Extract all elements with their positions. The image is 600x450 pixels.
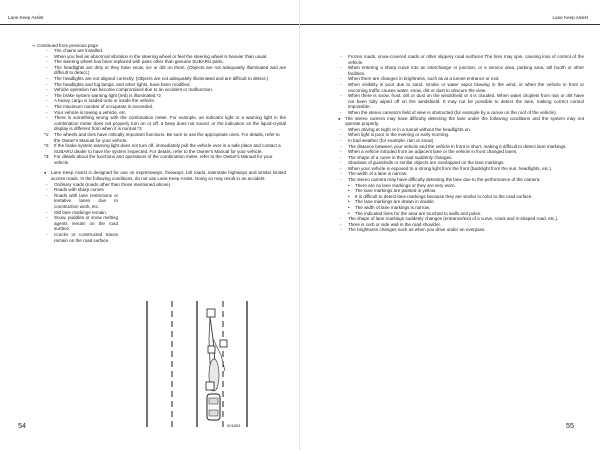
list-item: - When entering a sharp curve into an interchange or junction, or a service area, parking area, toll booth or other facilities. bbox=[338, 65, 584, 76]
list-item: - The headlights are dirty or they have snow, ice or dirt on them. (Objects are not adequately illuminated and are difficult to detect.) bbox=[44, 65, 286, 76]
page-gutter bbox=[299, 0, 300, 450]
list-item: - The steering wheel has been replaced with parts other than genuine SUBARU parts. bbox=[44, 59, 286, 65]
footnote: *2: If the brake system warning light does not turn off, immediately pull the vehicle over in a safe place and contact a SUBARU dealer to have the system inspected. For details, refer to the Owner's Manual for your vehicle. bbox=[44, 143, 281, 154]
list-item: - The brake system warning light (red) is illuminated.*2 bbox=[44, 93, 286, 99]
continued-marker: ⇨ Continued from previous page bbox=[32, 43, 98, 48]
list-item: - There is something wrong with the combination meter. For example, an indicator light or a warning light in the combination meter does not properly turn on or off, a beep does not sound, or the indication on the liquid-crystal display is different from when it is normal.*3 bbox=[44, 115, 286, 132]
list-item: - When your vehicle is exposed to a strong light from the front (backlight from the sun, headlights, etc.). bbox=[338, 166, 584, 172]
page-number-left: 54 bbox=[18, 421, 26, 430]
list-item: - When there is snow, frost, dirt or dust on the windshield or it is clouded. When water droplets from rain or dirt have not been fully wiped off on the windshield. It may not be possible to detect the lane, making correct control impossible. bbox=[338, 93, 584, 110]
left-column bbox=[44, 43, 286, 243]
stereo-camera-bullet: ● The stereo camera may have difficulty detecting the lane under the following conditions and the system may not operate properly. bbox=[338, 116, 584, 127]
list-item: - When driving at night or in a tunnel without the headlights on. bbox=[338, 127, 584, 133]
list-item: - Old lane markings remain. bbox=[44, 210, 118, 216]
usage-warning-bullet: ● Lane Keep Assist is designed for use on expressways, freeways, toll roads, interstate highways and similar limited access roads. In the following conditions, do not use Lane Keep Assist. Doing so may result in an accident. bbox=[44, 170, 286, 181]
right-column bbox=[338, 54, 584, 233]
sub-list-item: • The lane markings are painted in yellow. bbox=[338, 188, 584, 194]
running-header-left: Lane Keep Assist bbox=[8, 15, 44, 20]
list-item: - The headlights and fog lamps, and other lights, have been modified. bbox=[44, 82, 286, 88]
list-item: - Tire chains are installed. bbox=[44, 48, 286, 54]
list-item: - When you feel an abnormal vibration in the steering wheel or feel the steering wheel is heavier than usual. bbox=[44, 54, 286, 60]
list-item: - The stereo camera may have difficulty detecting the lane due to the performance of the camera. bbox=[338, 177, 584, 183]
road-illustration bbox=[141, 299, 253, 431]
list-item: - The shape of a curve in the road suddenly changes. bbox=[338, 155, 584, 161]
list-item: - The maximum number of occupants is exceeded. bbox=[44, 104, 286, 110]
list-item: - The shape of lane markings suddenly changes (entrance/exit of a curve, crank and S-shaped road, etc.). bbox=[338, 216, 584, 222]
list-item: - There is curb or side wall in the road shoulder. bbox=[338, 222, 584, 228]
list-item: - In bad weather (for example, rain or snow) bbox=[338, 138, 584, 144]
header-rule-right bbox=[300, 24, 600, 25]
list-item: - Snow, puddles or snow melting agents remain on the road surface. bbox=[44, 215, 118, 232]
list-item: - Roads with sharp curves bbox=[44, 187, 286, 193]
list-item: - When light is poor in the evening or early morning. bbox=[338, 132, 584, 138]
sub-list-item: • The width of lane markings is narrow. bbox=[338, 205, 584, 211]
list-item: - When visibility is poor due to sand, smoke or water vapor blowing in the wind, or when the vehicle in front or oncoming traffic causes water, snow, dirt or dust to obscure the view. bbox=[338, 82, 584, 93]
sub-list-item: • The indicated lines for the area are touched to walls and poles. bbox=[338, 211, 584, 217]
list-item: - When a vehicle intruded from an adjacent lane or the vehicle in front changed lanes. bbox=[338, 149, 584, 155]
header-rule-left bbox=[0, 24, 299, 25]
running-header-right: Lane Keep Assist bbox=[552, 15, 588, 20]
list-item: - The distance between your vehicle and the vehicle in front is short, making it difficult to detect lane markings. bbox=[338, 144, 584, 150]
sub-list-item: • It is difficult to detect lane markings because they are similar in color to the road surface. bbox=[338, 194, 584, 200]
list-item: - When there are changes in brightness, such as at a tunnel entrance or exit. bbox=[338, 76, 584, 82]
footnote: *1: The wheels and tires have critically important functions. Be sure to use the appropriate ones. For details, refer to the Owner's Manual for your vehicle. bbox=[44, 131, 280, 143]
list-item: - Roads with lane restrictions or tentative lanes due to construction work, etc. bbox=[44, 193, 118, 210]
list-item: - The width of a lane is narrow. bbox=[338, 171, 584, 177]
list-item: - Frozen roads, snow-covered roads or other slippery road surfaces The tires may spin, causing loss of control of the vehicle. bbox=[338, 54, 584, 65]
list-item: - Your vehicle is towing a vehicle, etc. bbox=[44, 110, 286, 116]
figure-code: 001803 bbox=[227, 423, 241, 428]
sub-list-item: • There are no lane markings or they are very worn. bbox=[338, 183, 584, 189]
list-item: - The headlights are not aligned correctly. (Objects are not adequately illuminated and are difficult to detect.) bbox=[44, 76, 286, 82]
list-item: - Vehicle operation has become compromised due to an accident or malfunction. bbox=[44, 87, 286, 93]
list-item: - Cracks or constructed traces remain on the road surface. bbox=[44, 232, 118, 243]
list-item: - Shadows of guardrails or similar objects are overlapped on the lane markings. bbox=[338, 160, 584, 166]
list-item: - Ordinary roads (roads other than those mentioned above) bbox=[44, 182, 286, 188]
footnote: *3: For details about the functions and operations of the combination meter, refer to the Owner's Manual for your vehicle. bbox=[44, 154, 273, 165]
sub-list-item: • The lane markings are drawn in double. bbox=[338, 199, 584, 205]
list-item: - A heavy cargo is loaded onto or inside the vehicle. bbox=[44, 98, 286, 104]
list-item: - When the stereo camera's field of view is obstructed (for example by a canoe on the roof of the vehicle). bbox=[338, 110, 584, 116]
list-item: - The brightness changes such as when you drive under an overpass. bbox=[338, 227, 584, 233]
page-number-right: 55 bbox=[566, 421, 574, 430]
